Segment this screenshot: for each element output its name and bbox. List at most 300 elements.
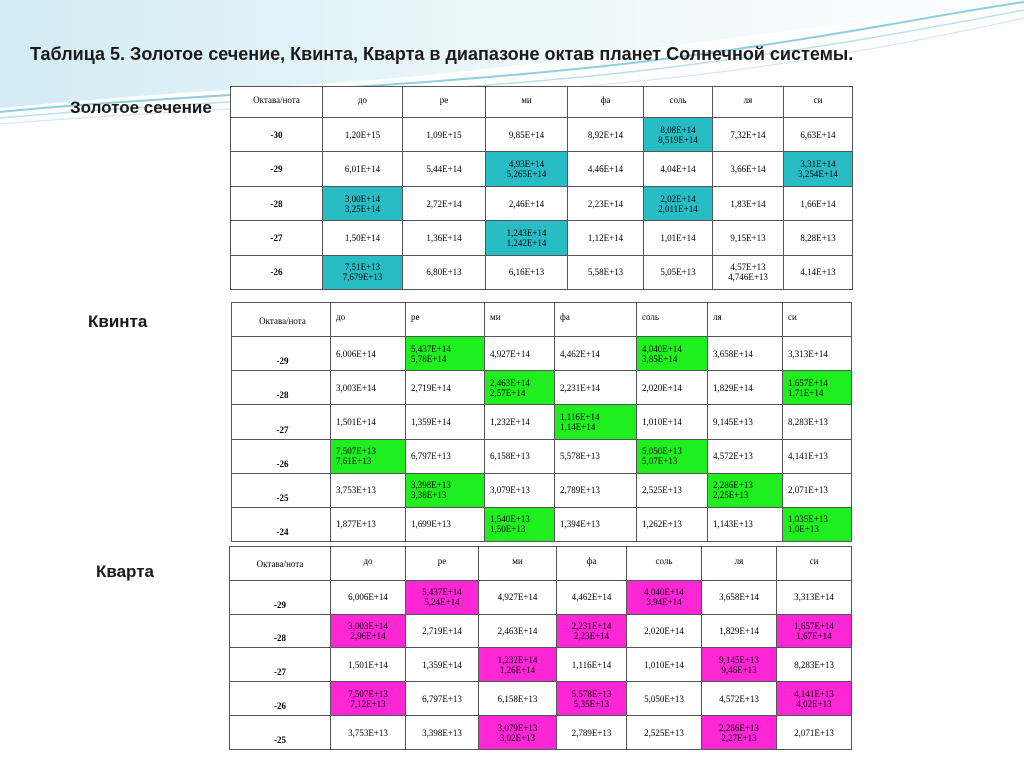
cell-value: 1,035E+13	[788, 514, 828, 525]
cell-value: 6,797E+13	[411, 451, 451, 462]
cell-value: 3,313E+14	[788, 348, 828, 359]
cell-value: 2,525E+13	[644, 727, 684, 738]
cell-value: 1,010E+14	[642, 416, 682, 427]
cell-value: 1,50E+14	[344, 232, 381, 243]
fourth-table	[229, 546, 852, 750]
table-row	[232, 405, 852, 439]
highlighted-value-cell	[331, 439, 406, 473]
highlighted-value-cell	[627, 580, 702, 614]
highlighted-value-cell	[406, 337, 485, 371]
cell-value: 6,63E+14	[800, 129, 836, 140]
cell-value: 3,254E+14	[798, 169, 838, 180]
cell-value: 1,829E+14	[713, 382, 753, 393]
highlighted-value-cell	[479, 648, 557, 682]
value-cell	[708, 405, 783, 439]
cell-value: 1,232E+14	[490, 416, 530, 427]
cell-value: 3,31E+14	[800, 159, 836, 170]
header-octave-note: Октава/нота	[230, 547, 331, 581]
header-row	[230, 547, 852, 581]
header-note: до	[323, 87, 403, 118]
cell-value: 3,313E+14	[794, 592, 834, 603]
value-cell	[331, 648, 406, 682]
cell-value: 3,85E+14	[642, 353, 678, 364]
highlighted-value-cell	[783, 507, 852, 541]
cell-value: 1,01E+14	[660, 232, 696, 243]
cell-value: 1,877E+13	[336, 519, 376, 530]
highlighted-value-cell	[557, 682, 627, 716]
cell-value: 5,050E+13	[642, 446, 682, 457]
value-cell	[406, 614, 479, 648]
value-cell	[644, 255, 713, 289]
cell-value: 7,507E+13	[336, 446, 376, 457]
value-cell	[486, 118, 568, 152]
octave-cell: -28	[232, 371, 331, 405]
header-note: соль	[637, 303, 708, 337]
header-octave-note: Октава/нота	[232, 303, 331, 337]
header-note: до	[331, 547, 406, 581]
cell-value: 9,145E+13	[719, 654, 759, 665]
cell-value: 7,679E+13	[342, 272, 383, 283]
cell-value: 1,243E+14	[506, 227, 547, 238]
octave-cell: -27	[231, 221, 323, 255]
value-cell	[331, 716, 406, 750]
cell-value: 8,92E+14	[587, 129, 624, 140]
value-cell	[627, 682, 702, 716]
section-label-golden-ratio: Золотое сечение	[70, 98, 212, 117]
cell-value: 8,28E+13	[800, 232, 836, 243]
cell-value: 3,753E+13	[348, 727, 388, 738]
highlighted-value-cell	[702, 716, 777, 750]
cell-value: 7,507E+13	[348, 688, 388, 699]
cell-value: 3,02E+13	[499, 732, 536, 743]
table-row	[231, 118, 853, 152]
highlighted-value-cell	[323, 255, 403, 289]
cell-value: 1,20E+15	[344, 129, 381, 140]
cell-value: 1,242E+14	[506, 237, 547, 248]
value-cell	[403, 186, 486, 220]
cell-value: 5,05E+13	[660, 267, 696, 278]
header-octave-note: Октава/нота	[231, 87, 323, 118]
slide-title: Таблица 5. Золотое сечение, Квинта, Кварта в диапазоне октав планет Солнечной системы.	[30, 44, 854, 64]
section-label-fourth: Кварта	[96, 562, 154, 581]
value-cell	[557, 580, 627, 614]
octave-cell: -27	[230, 648, 331, 682]
cell-value: 5,35E+13	[573, 698, 610, 709]
value-cell	[568, 221, 644, 255]
highlighted-value-cell	[555, 405, 637, 439]
header-note: фа	[557, 547, 627, 581]
header-note: си	[784, 87, 853, 118]
highlighted-value-cell	[331, 614, 406, 648]
value-cell	[403, 152, 486, 186]
cell-value: 7,51E+13	[344, 262, 381, 273]
cell-value: 2,789E+13	[560, 485, 600, 496]
cell-value: 5,578E+13	[571, 688, 612, 699]
cell-value: 2,286E+13	[713, 480, 753, 491]
value-cell	[637, 371, 708, 405]
value-cell	[637, 405, 708, 439]
value-cell	[557, 648, 627, 682]
cell-value: 5,24E+14	[424, 597, 460, 608]
octave-cell: -28	[230, 614, 331, 648]
cell-value: 2,020E+14	[644, 626, 684, 637]
value-cell	[568, 152, 644, 186]
cell-value: 1,657E+14	[788, 377, 828, 388]
cell-value: 4,572E+13	[713, 451, 753, 462]
header-note: ре	[406, 547, 479, 581]
cell-value: 2,789E+13	[571, 727, 612, 738]
highlighted-value-cell	[406, 580, 479, 614]
cell-value: 2,719E+14	[411, 382, 451, 393]
cell-value: 4,927E+14	[497, 592, 538, 603]
header-note: соль	[627, 547, 702, 581]
value-cell	[627, 614, 702, 648]
value-cell	[323, 221, 403, 255]
value-cell	[403, 118, 486, 152]
cell-value: 3,25E+14	[344, 203, 381, 214]
cell-value: 1,116E+14	[571, 659, 612, 670]
header-note: ми	[485, 303, 555, 337]
highlighted-value-cell	[637, 439, 708, 473]
value-cell	[403, 221, 486, 255]
octave-cell: -26	[232, 439, 331, 473]
cell-value: 5,437E+14	[411, 343, 451, 354]
header-note: ля	[708, 303, 783, 337]
cell-value: 5,58E+13	[587, 267, 624, 278]
cell-value: 1,501E+14	[348, 659, 388, 670]
highlighted-value-cell	[777, 682, 852, 716]
cell-value: 7,61E+13	[336, 456, 372, 467]
cell-value: 6,01E+14	[344, 164, 381, 175]
cell-value: 5,578E+13	[560, 451, 600, 462]
cell-value: 1,143E+13	[713, 519, 753, 530]
value-cell	[708, 507, 783, 541]
highlighted-value-cell	[708, 473, 783, 507]
header-note: ре	[406, 303, 485, 337]
octave-cell: -29	[231, 152, 323, 186]
header-note: ми	[486, 87, 568, 118]
golden-ratio-table	[230, 86, 853, 290]
cell-value: 4,040E+14	[644, 587, 684, 598]
cell-value: 3,079E+13	[497, 722, 538, 733]
cell-value: 2,231E+14	[560, 382, 600, 393]
highlighted-value-cell	[323, 186, 403, 220]
value-cell	[713, 118, 784, 152]
table-row	[232, 371, 852, 405]
header-note: ля	[702, 547, 777, 581]
highlighted-value-cell	[486, 152, 568, 186]
cell-value: 7,12E+13	[350, 698, 386, 709]
cell-value: 4,93E+14	[508, 159, 545, 170]
value-cell	[783, 337, 852, 371]
value-cell	[784, 186, 853, 220]
table-row	[232, 439, 852, 473]
table-row	[232, 337, 852, 371]
value-cell	[777, 648, 852, 682]
value-cell	[406, 716, 479, 750]
cell-value: 1,66E+14	[800, 198, 836, 209]
highlighted-value-cell	[637, 337, 708, 371]
octave-cell: -29	[232, 337, 331, 371]
value-cell	[406, 439, 485, 473]
section-label-fifth: Квинта	[88, 312, 148, 331]
cell-value: 1,262E+13	[642, 519, 682, 530]
cell-value: 5,07E+13	[642, 456, 678, 467]
cell-value: 1,83E+14	[730, 198, 766, 209]
cell-value: 6,006E+14	[348, 592, 388, 603]
cell-value: 1,829E+14	[719, 626, 759, 637]
cell-value: 3,003E+14	[336, 382, 376, 393]
cell-value: 2,020E+14	[642, 382, 682, 393]
octave-cell: -26	[230, 682, 331, 716]
cell-value: 2,96E+14	[350, 631, 386, 642]
value-cell	[406, 682, 479, 716]
table-row	[231, 221, 853, 255]
value-cell	[323, 152, 403, 186]
cell-value: 1,09E+15	[426, 129, 462, 140]
octave-cell: -30	[231, 118, 323, 152]
value-cell	[406, 405, 485, 439]
header-note: до	[331, 303, 406, 337]
cell-value: 4,462E+14	[571, 592, 612, 603]
cell-value: 5,437E+14	[422, 587, 462, 598]
cell-value: 1,14E+14	[560, 421, 596, 432]
cell-value: 9,85E+14	[508, 129, 545, 140]
value-cell	[555, 371, 637, 405]
cell-value: 1,232E+14	[497, 654, 538, 665]
value-cell	[485, 439, 555, 473]
value-cell	[406, 648, 479, 682]
value-cell	[479, 682, 557, 716]
cell-value: 1,540E+13	[490, 514, 530, 525]
value-cell	[555, 473, 637, 507]
highlighted-value-cell	[784, 152, 853, 186]
value-cell	[568, 118, 644, 152]
header-note: ре	[403, 87, 486, 118]
cell-value: 4,57E+13	[730, 262, 766, 273]
cell-value: 3,38E+13	[411, 490, 447, 501]
header-row	[231, 87, 853, 118]
cell-value: 8,519E+14	[658, 134, 698, 145]
value-cell	[486, 255, 568, 289]
cell-value: 3,079E+13	[490, 485, 530, 496]
value-cell	[403, 255, 486, 289]
value-cell	[331, 337, 406, 371]
cell-value: 5,050E+13	[644, 693, 684, 704]
highlighted-value-cell	[783, 371, 852, 405]
header-note: си	[783, 303, 852, 337]
table-row	[232, 473, 852, 507]
value-cell	[777, 716, 852, 750]
cell-value: 2,719E+14	[422, 626, 462, 637]
value-cell	[784, 118, 853, 152]
header-note: соль	[644, 87, 713, 118]
cell-value: 3,658E+14	[713, 348, 753, 359]
cell-value: 9,145E+13	[713, 416, 753, 427]
cell-value: 4,141E+13	[794, 688, 834, 699]
cell-value: 1,359E+14	[422, 659, 462, 670]
value-cell	[708, 371, 783, 405]
octave-cell: -24	[232, 507, 331, 541]
cell-value: 9,46E+13	[721, 664, 757, 675]
cell-value: 2,463E+14	[497, 626, 538, 637]
value-cell	[713, 152, 784, 186]
octave-cell: -29	[230, 580, 331, 614]
cell-value: 4,572E+13	[719, 693, 759, 704]
cell-value: 3,66E+14	[730, 164, 766, 175]
value-cell	[783, 439, 852, 473]
highlighted-value-cell	[486, 221, 568, 255]
value-cell	[406, 507, 485, 541]
cell-value: 2,071E+13	[788, 485, 828, 496]
cell-value: 4,46E+14	[587, 164, 624, 175]
header-row	[232, 303, 852, 337]
cell-value: 1,36E+14	[426, 232, 462, 243]
octave-cell: -26	[231, 255, 323, 289]
value-cell	[331, 371, 406, 405]
table-row	[230, 648, 852, 682]
cell-value: 2,23E+14	[587, 198, 624, 209]
value-cell	[331, 580, 406, 614]
cell-value: 1,010E+14	[644, 659, 684, 670]
octave-cell: -27	[232, 405, 331, 439]
cell-value: 4,040E+14	[642, 343, 682, 354]
cell-value: 1,0E+13	[788, 524, 819, 535]
cell-value: 2,231E+14	[571, 621, 612, 632]
highlighted-value-cell	[644, 186, 713, 220]
cell-value: 1,50E+13	[490, 524, 526, 535]
cell-value: 2,57E+14	[490, 387, 526, 398]
value-cell	[784, 255, 853, 289]
header-note: фа	[555, 303, 637, 337]
cell-value: 2,286E+13	[719, 722, 759, 733]
cell-value: 6,16E+13	[508, 267, 545, 278]
value-cell	[568, 255, 644, 289]
cell-value: 1,71E+14	[788, 387, 824, 398]
highlighted-value-cell	[479, 716, 557, 750]
cell-value: 5,44E+14	[426, 164, 462, 175]
cell-value: 2,72E+14	[426, 198, 462, 209]
cell-value: 4,04E+14	[660, 164, 696, 175]
value-cell	[627, 648, 702, 682]
header-note: фа	[568, 87, 644, 118]
cell-value: 2,27E+13	[721, 732, 757, 743]
value-cell	[627, 716, 702, 750]
value-cell	[637, 473, 708, 507]
cell-value: 1,12E+14	[587, 232, 624, 243]
cell-value: 2,525E+13	[642, 485, 682, 496]
cell-value: 1,26E+14	[499, 664, 536, 675]
value-cell	[555, 337, 637, 371]
cell-value: 3,398E+13	[411, 480, 451, 491]
cell-value: 3,94E+14	[646, 597, 682, 608]
cell-value: 5,265E+14	[506, 169, 547, 180]
value-cell	[702, 682, 777, 716]
table-row	[231, 186, 853, 220]
highlighted-value-cell	[644, 118, 713, 152]
highlighted-value-cell	[777, 614, 852, 648]
octave-cell: -28	[231, 186, 323, 220]
value-cell	[708, 439, 783, 473]
value-cell	[783, 473, 852, 507]
value-cell	[485, 405, 555, 439]
cell-value: 4,14E+13	[800, 267, 836, 278]
cell-value: 3,00E+14	[344, 193, 381, 204]
cell-value: 6,158E+13	[490, 451, 530, 462]
highlighted-value-cell	[557, 614, 627, 648]
cell-value: 3,658E+14	[719, 592, 759, 603]
cell-value: 1,67E+14	[796, 631, 832, 642]
cell-value: 3,398E+13	[422, 727, 462, 738]
cell-value: 2,46E+14	[508, 198, 545, 209]
cell-value: 2,463E+14	[490, 377, 530, 388]
value-cell	[702, 580, 777, 614]
value-cell	[323, 118, 403, 152]
value-cell	[644, 221, 713, 255]
value-cell	[406, 371, 485, 405]
cell-value: 9,15E+13	[730, 232, 766, 243]
cell-value: 4,02E+13	[796, 698, 832, 709]
value-cell	[637, 507, 708, 541]
value-cell	[555, 507, 637, 541]
table-row	[232, 507, 852, 541]
cell-value: 4,462E+14	[560, 348, 600, 359]
cell-value: 2,25E+13	[713, 490, 749, 501]
cell-value: 1,501E+14	[336, 416, 376, 427]
cell-value: 2,02E+14	[660, 193, 696, 204]
value-cell	[555, 439, 637, 473]
header-note: си	[777, 547, 852, 581]
value-cell	[713, 186, 784, 220]
cell-value: 8,08E+14	[660, 124, 696, 135]
table-row	[230, 682, 852, 716]
value-cell	[485, 473, 555, 507]
value-cell	[784, 221, 853, 255]
octave-cell: -25	[232, 473, 331, 507]
header-note: ля	[713, 87, 784, 118]
cell-value: 1,394E+13	[560, 519, 600, 530]
cell-value: 8,283E+13	[794, 659, 834, 670]
cell-value: 2,23E+14	[573, 631, 610, 642]
cell-value: 2,071E+13	[794, 727, 834, 738]
cell-value: 4,927E+14	[490, 348, 530, 359]
cell-value: 7,32E+14	[730, 129, 766, 140]
highlighted-value-cell	[406, 473, 485, 507]
cell-value: 1,359E+14	[411, 416, 451, 427]
cell-value: 4,746E+13	[728, 272, 768, 283]
table-row	[230, 614, 852, 648]
header-note: ми	[479, 547, 557, 581]
value-cell	[713, 221, 784, 255]
value-cell	[331, 473, 406, 507]
value-cell	[557, 716, 627, 750]
value-cell	[486, 186, 568, 220]
value-cell	[479, 614, 557, 648]
cell-value: 6,158E+13	[497, 693, 538, 704]
cell-value: 6,80E+13	[426, 267, 462, 278]
value-cell	[331, 405, 406, 439]
value-cell	[644, 152, 713, 186]
table-row	[230, 580, 852, 614]
value-cell	[331, 507, 406, 541]
highlighted-value-cell	[702, 648, 777, 682]
fifth-table	[231, 302, 852, 542]
cell-value: 5,78E+14	[411, 353, 447, 364]
value-cell	[568, 186, 644, 220]
value-cell	[708, 337, 783, 371]
table-row	[231, 255, 853, 289]
table-row	[230, 716, 852, 750]
